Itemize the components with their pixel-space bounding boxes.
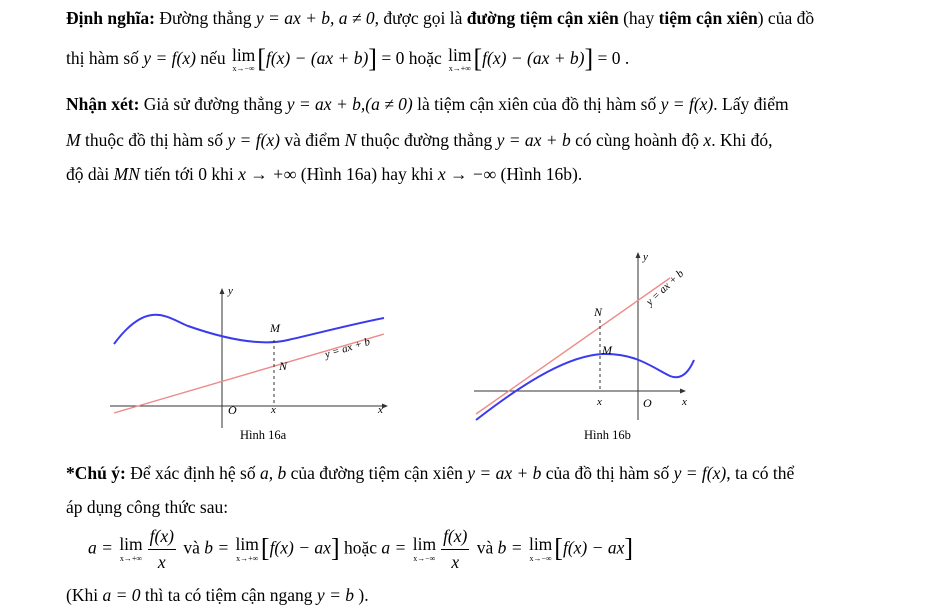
- fraction-fx-over-x: $\frac{f(x)}{x}$: [443, 526, 468, 572]
- math-coef: a, b: [259, 463, 287, 483]
- limit-pos-inf: lim x→+∞: [448, 44, 472, 74]
- limit-pos-inf: lim x→+∞: [235, 534, 259, 563]
- math-line-eq: y = ax + b,(a ≠ 0): [286, 94, 413, 114]
- definition-line-2: thị hàm số y = f(x) nếu lim x→−∞ [f(x) − (ax + b)] = 0 hoặc lim x→+∞ [f(x) − (ax + b)] = 0 .: [66, 44, 630, 74]
- definition-line-1: [66, 8, 814, 29]
- label-x-axis: x: [378, 404, 383, 416]
- y-axis-arrow: [636, 252, 641, 258]
- text: và: [476, 537, 494, 558]
- text: áp dụng công thức sau:: [66, 497, 229, 517]
- note-line-2: [66, 497, 228, 518]
- label-x-tick: x: [271, 404, 276, 416]
- text: Để xác định hệ số: [130, 463, 256, 483]
- label-y: y: [643, 251, 648, 263]
- text: thuộc đồ thị hàm số: [84, 130, 223, 150]
- note-label: *Chú ý:: [66, 463, 126, 483]
- text: độ dài: [66, 164, 110, 184]
- note-line-1: [66, 463, 794, 484]
- math-line-eq: y = ax + b: [467, 463, 542, 483]
- math-fn: y = f(x): [227, 130, 280, 150]
- math-b-eq: b =: [204, 537, 230, 558]
- text: và: [183, 537, 200, 558]
- math-y-eq-b: y = b: [316, 585, 354, 605]
- math-N: N: [344, 130, 357, 150]
- x-axis-arrow: [680, 389, 686, 394]
- limit-neg-inf: lim x→−∞: [528, 534, 553, 563]
- math-b-eq: b =: [497, 537, 523, 558]
- math-a-zero: a = 0: [102, 585, 141, 605]
- function-curve: [114, 315, 384, 344]
- limit-expr: f(x) − (ax + b): [265, 48, 369, 68]
- remark-line-2: [66, 130, 772, 151]
- text: (Khi: [66, 585, 99, 605]
- text: nếu: [200, 48, 226, 68]
- y-axis-arrow: [220, 288, 225, 294]
- text: . Khi đó,: [711, 130, 773, 150]
- caption-16a: Hình 16a: [240, 428, 287, 442]
- label-y: y: [228, 285, 233, 297]
- math-x-to-neg-inf: x → −∞: [437, 164, 497, 184]
- limit-neg-inf: lim x→−∞: [231, 44, 256, 74]
- math-x-to-pos-inf: x → +∞: [238, 164, 297, 184]
- term-oblique: tiệm cận xiên: [658, 8, 758, 28]
- label-M: M: [270, 321, 280, 335]
- function-curve: [476, 354, 694, 420]
- text: (Hình 16a) hay khi: [300, 164, 434, 184]
- final-line: [66, 585, 369, 606]
- formula-line: a = lim x→+∞ $\frac{f(x)}{x}$ và b = lim x→+∞ [f(x) − ax] hoặc a = lim x→−∞ $\frac{f(x)}{x}$ và b = lim x→−∞ [f(x) − ax]: [88, 526, 634, 572]
- label-x-tick: x: [597, 396, 602, 408]
- text: của đồ thị hàm số: [545, 463, 670, 483]
- limit-expr: f(x) − ax: [269, 537, 331, 558]
- text: thuộc đường thẳng: [360, 130, 493, 150]
- math-MN: MN: [113, 164, 140, 184]
- x-axis-arrow: [382, 404, 388, 409]
- remark-line-1: [66, 94, 789, 115]
- label-N: N: [594, 305, 603, 319]
- text: Giả sử đường thẳng: [143, 94, 283, 114]
- definition-label: Định nghĩa:: [66, 8, 155, 28]
- text: là tiệm cận xiên của đồ thị hàm số: [417, 94, 657, 114]
- term-oblique-asymptote: đường tiệm cận xiên: [466, 8, 619, 28]
- text: (hay: [623, 8, 655, 28]
- text: của đường tiệm cận xiên: [290, 463, 463, 483]
- text: hoặc: [408, 48, 442, 68]
- math-M: M: [66, 130, 81, 150]
- math-line-eq: y = ax + b: [496, 130, 571, 150]
- label-M: M: [602, 343, 612, 357]
- text: ) của đồ: [757, 8, 815, 28]
- asymptote-line: [476, 278, 670, 414]
- math-fn: y = f(x): [143, 48, 196, 68]
- math-line-eq: y = ax + b, a ≠ 0: [255, 8, 375, 28]
- figure-16a: [108, 278, 398, 438]
- label-O: O: [643, 396, 652, 410]
- text: ).: [358, 585, 369, 605]
- caption-16b: Hình 16b: [584, 428, 631, 442]
- text: có cùng hoành độ: [575, 130, 700, 150]
- text: thì ta có tiệm cận ngang: [144, 585, 313, 605]
- text: và điểm: [284, 130, 341, 150]
- limit-neg-inf: lim x→−∞: [412, 534, 437, 563]
- limit-expr: f(x) − (ax + b): [482, 48, 585, 68]
- math-fn: y = f(x): [673, 463, 727, 483]
- text: . Lấy điểm: [713, 94, 789, 114]
- text: (Hình 16b).: [500, 164, 583, 184]
- text: = 0: [381, 48, 405, 68]
- remark-line-3: [66, 164, 582, 185]
- text: , được gọi là: [374, 8, 463, 28]
- label-O: O: [228, 403, 237, 417]
- label-N: N: [279, 359, 288, 373]
- math-fn: y = f(x): [660, 94, 714, 114]
- fraction-fx-over-x: $\frac{f(x)}{x}$: [149, 526, 174, 572]
- limit-pos-inf: lim x→+∞: [119, 534, 143, 563]
- math-a-eq: a =: [88, 537, 113, 558]
- label-asymptote: y = ax + b: [643, 267, 687, 309]
- text: hoặc: [343, 537, 378, 558]
- math-a-eq: a =: [381, 537, 407, 558]
- math-x: x: [703, 130, 712, 150]
- text: = 0 .: [597, 48, 630, 68]
- label-x-axis: x: [682, 396, 687, 408]
- text: tiến tới 0 khi: [144, 164, 234, 184]
- text: , ta có thể: [726, 463, 795, 483]
- text: Đường thẳng: [159, 8, 252, 28]
- label-asymptote: y = ax + b: [323, 335, 372, 361]
- remark-label: Nhận xét:: [66, 94, 140, 114]
- figure-16b: [470, 248, 700, 428]
- text: thị hàm số: [66, 48, 139, 68]
- limit-expr: f(x) − ax: [562, 537, 625, 558]
